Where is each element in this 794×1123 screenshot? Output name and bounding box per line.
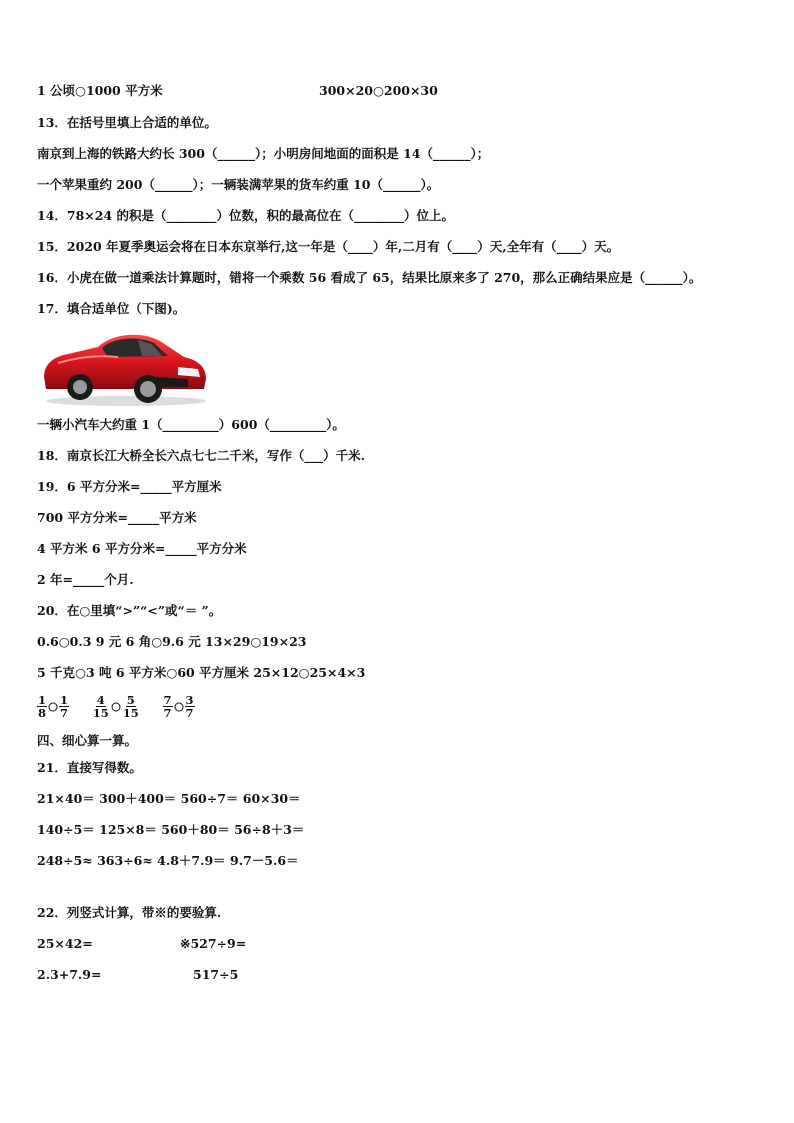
question-19-line-4: 2 年=_____个月.: [37, 572, 134, 587]
question-20-title: 20．在○里填“>”“<”或“＝ ”。: [37, 603, 222, 618]
question-22-item-2: ※527÷9=: [180, 936, 247, 951]
question-16: 16．小虎在做一道乘法计算题时，错将一个乘数 56 看成了 65，结果比原来多了 270，那么正确结果应是（______）。: [37, 270, 702, 285]
question-20-fraction-row: [37, 694, 195, 719]
question-21-title: 21．直接写得数。: [37, 760, 142, 775]
question-21-line-1: 21×40＝ 300＋400＝ 560÷7＝ 60×30＝: [37, 791, 301, 806]
question-13-line-1: 南京到上海的铁路大约长 300（______）；小明房间地面的面积是 14（______）；: [37, 146, 490, 161]
question-22-item-3: 2.3+7.9=: [37, 967, 102, 982]
section-4-heading: 四、细心算一算。: [37, 733, 138, 748]
question-13-title: 13．在括号里填上合适的单位。: [37, 115, 217, 130]
fraction-compare-3: $\frac{7}{7}$ $\frac{3}{7}$: [163, 693, 194, 720]
question-21-line-3: 248÷5≈ 363÷6≈ 4.8＋7.9＝ 9.7－5.6＝: [37, 853, 299, 868]
question-14: 14．78×24 的积是（________）位数，积的最高位在（________）位上。: [37, 208, 455, 223]
compare-circle-icon: [48, 702, 58, 712]
question-13-line-2: 一个苹果重约 200（______）；一辆装满苹果的货车约重 10（______）。: [37, 177, 440, 192]
line-product-compare: 300×20○200×30: [319, 83, 438, 98]
fraction-compare-2: $\frac{4}{15}$ $\frac{5}{15}$: [92, 693, 139, 720]
line-hectare-compare: 1 公顷○1000 平方米: [37, 83, 163, 98]
question-19-line-1: 19．6 平方分米=_____平方厘米: [37, 479, 222, 494]
question-22-title: 22．列竖式计算，带※的要验算.: [37, 905, 222, 920]
question-20-line-2: 5 千克○3 吨 6 平方米○60 平方厘米 25×12○25×4×3: [37, 665, 366, 680]
compare-circle-icon: [174, 702, 184, 712]
question-18: 18．南京长江大桥全长六点七七二千米，写作（___）千米.: [37, 448, 365, 463]
fraction-compare-1: $\frac{1}{8}$ $\frac{1}{7}$: [38, 693, 69, 720]
question-22-item-4: 517÷5: [193, 967, 239, 982]
question-22-item-1: 25×42=: [37, 936, 93, 951]
question-17-line: 一辆小汽车大约重 1（_________）600（_________）。: [37, 417, 345, 432]
red-car-image: [38, 327, 210, 407]
question-21-line-2: 140÷5＝ 125×8＝ 560＋80＝ 56÷8＋3＝: [37, 822, 305, 837]
question-19-line-3: 4 平方米 6 平方分米=_____平方分米: [37, 541, 247, 556]
question-20-line-1: 0.6○0.3 9 元 6 角○9.6 元 13×29○19×23: [37, 634, 307, 649]
question-19-line-2: 700 平方分米=_____平方米: [37, 510, 197, 525]
compare-circle-icon: [111, 702, 121, 712]
question-17-title: 17．填合适单位（下图)。: [37, 301, 186, 316]
question-15: 15．2020 年夏季奥运会将在日本东京举行,这一年是（____）年,二月有（____）天,全年有（____）天。: [37, 239, 620, 254]
